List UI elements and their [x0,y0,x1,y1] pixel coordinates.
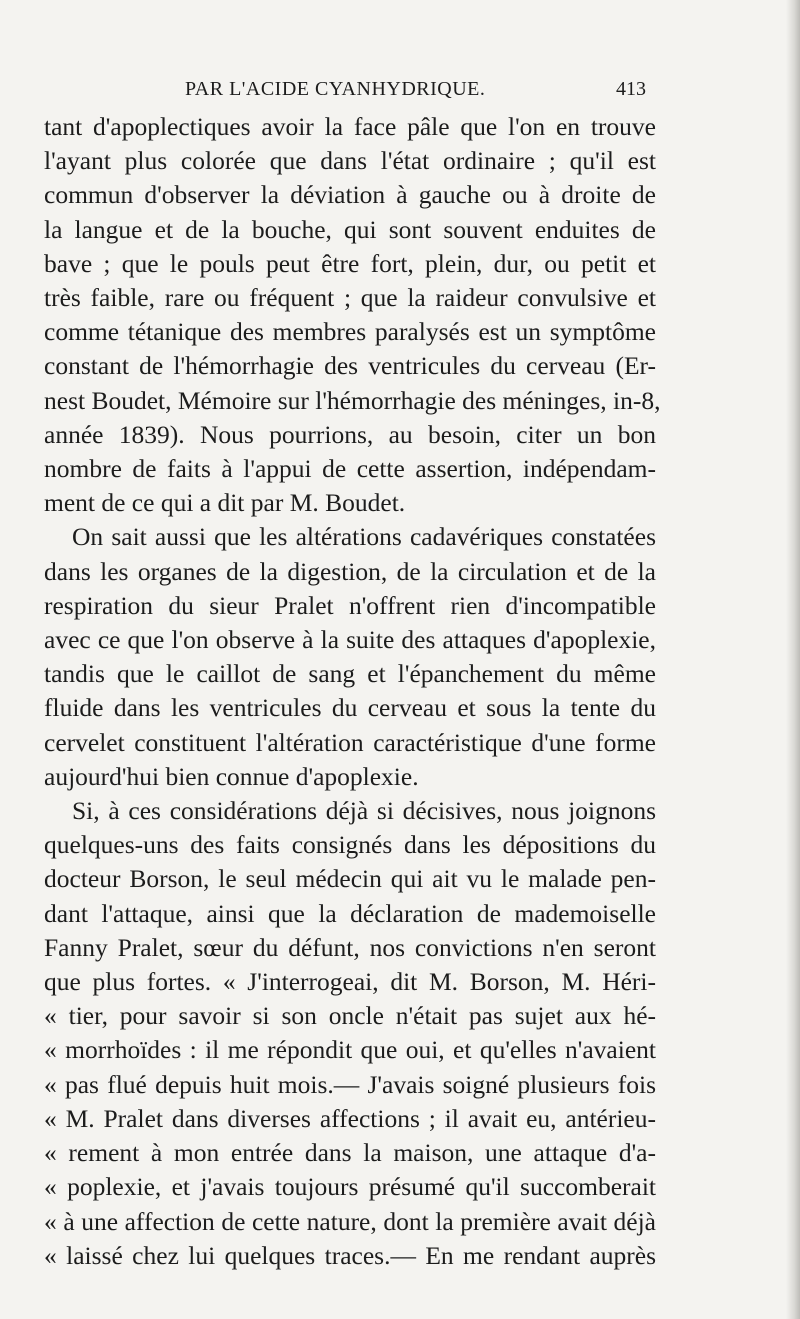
text-line: fluide dans les ventricules du cerveau et sous la tente du [44,693,656,723]
text-line: docteur Borson, le seul médecin qui ait vu le malade pen- [44,864,656,894]
text-line: avec ce que l'on observe à la suite des attaques d'apoplexie, [44,625,656,655]
text-line: dans les organes de la digestion, de la circulation et de la [44,556,656,586]
quote-line: « rement à mon entrée dans la maison, une attaque d'a- [44,1138,656,1168]
paragraph-start-line: On sait aussi que les altérations cadavériques constatées [72,522,656,552]
text-line: année 1839). Nous pourrions, au besoin, citer un bon [44,419,656,449]
text-line: la langue et de la bouche, qui sont souvent enduites de [44,214,656,244]
text-line: aujourd'hui bien connue d'apoplexie. [44,761,419,791]
quote-line: « tier, pour savoir si son oncle n'était pas sujet aux hé- [44,1001,656,1031]
quote-line: « laissé chez lui quelques traces.— En me rendant auprès [44,1240,656,1270]
quote-line: « M. Pralet dans diverses affections ; il avait eu, antérieu- [44,1103,656,1133]
page-number: 413 [616,78,646,100]
page-edge-shadow [786,0,800,1319]
text-line: l'ayant plus colorée que dans l'état ordinaire ; qu'il est [44,146,656,176]
text-line: tant d'apoplectiques avoir la face pâle que l'on en trouve [44,112,656,141]
text-line: très faible, rare ou fréquent ; que la raideur convulsive et [44,283,656,313]
text-line: nombre de faits à l'appui de cette assertion, indépendam- [44,454,656,484]
quote-line: « poplexie, et j'avais toujours présumé qu'il succomberait [44,1172,656,1202]
text-line: ment de ce qui a dit par M. Boudet. [44,488,406,518]
body-text [44,110,661,1273]
text-line: constant de l'hémorrhagie des ventricules du cerveau (Er- [44,351,656,381]
quote-line: « à une affection de cette nature, dont la première avait déjà [44,1206,656,1236]
paragraph-start-line: Si, à ces considérations déjà si décisives, nous joignons [72,796,656,826]
text-line: que plus fortes. « J'interrogeai, dit M. Borson, M. Héri- [44,967,656,997]
text-line: quelques-uns des faits consignés dans les dépositions du [44,830,656,860]
text-line: dant l'attaque, ainsi que la déclaration de mademoiselle [44,898,656,928]
text-line: Fanny Pralet, sœur du défunt, nos convictions n'en seront [44,932,656,962]
quote-line: « morrhoïdes : il me répondit que oui, et qu'elles n'avaient [44,1035,656,1065]
text-line: tandis que le caillot de sang et l'épanchement du même [44,659,656,689]
text-line: nest Boudet, Mémoire sur l'hémorrhagie des méninges, in-8, [44,385,661,415]
text-line: respiration du sieur Pralet n'offrent rien d'incompatible [44,590,656,620]
text-line: comme tétanique des membres paralysés est un symptôme [44,317,656,347]
text-line: commun d'observer la déviation à gauche ou à droite de [44,180,656,210]
text-line: cervelet constituent l'altération caractéristique d'une forme [44,727,656,757]
running-title: PAR L'ACIDE CYANHYDRIQUE. [185,78,486,100]
quote-line: « pas flué depuis huit mois.— J'avais soigné plusieurs fois [44,1069,656,1099]
text-line: bave ; que le pouls peut être fort, plein, dur, ou petit et [44,248,656,278]
